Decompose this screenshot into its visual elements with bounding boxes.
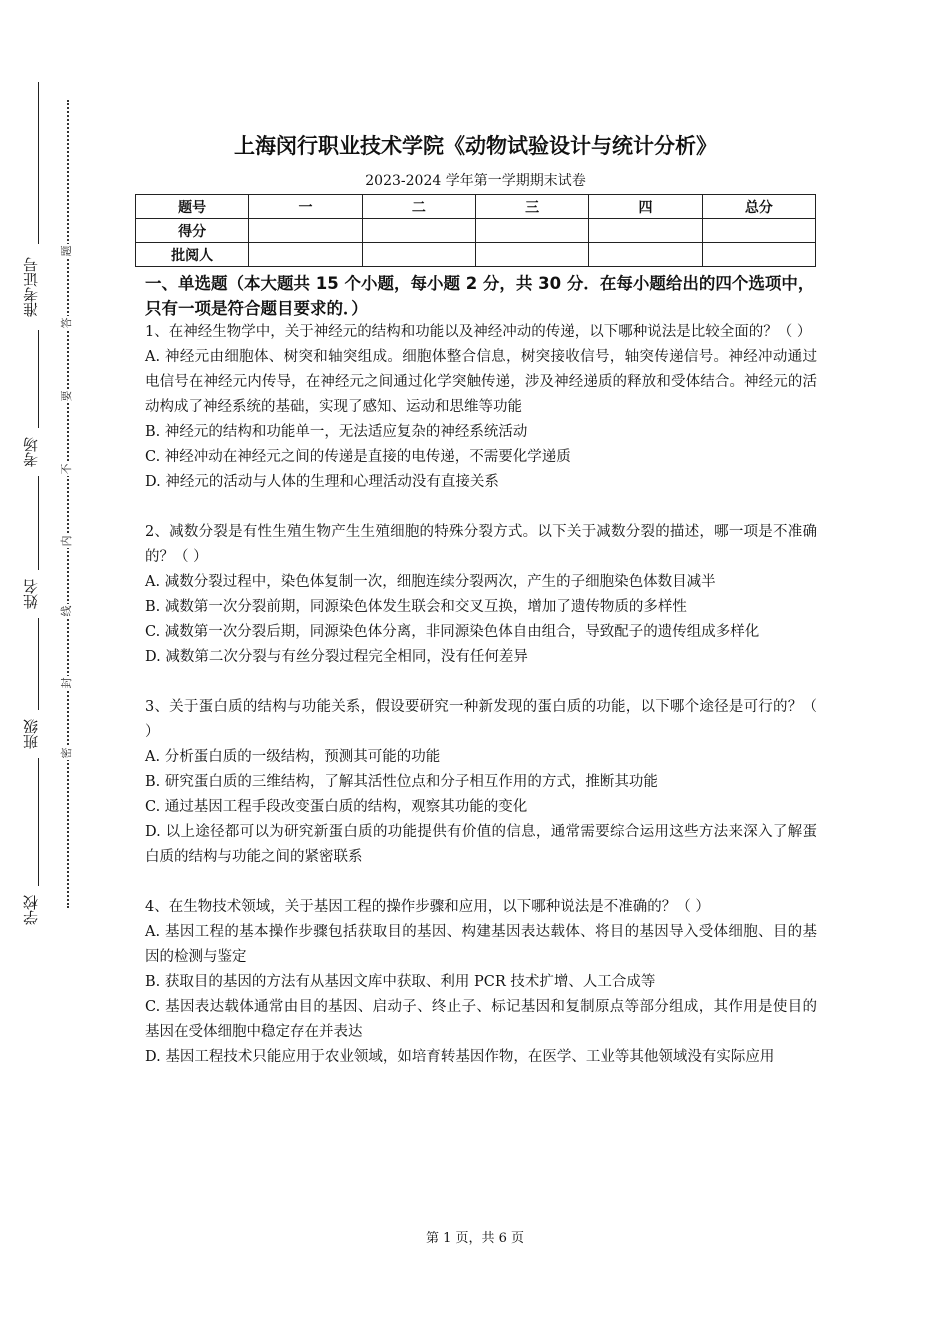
name-line (38, 476, 39, 570)
reviewer-row (136, 243, 816, 267)
question-1 (145, 320, 817, 495)
question-stem: 3、关于蛋白质的结构与功能关系，假设要研究一种新发现的蛋白质的功能，以下哪个途径是可行的？（ ） (145, 699, 817, 740)
question-list (145, 320, 817, 1095)
binding-margin (0, 0, 120, 1344)
option-c: C. 神经冲动在神经元之间的传递是直接的电传递，不需要化学递质 (145, 449, 571, 465)
class-label: 班级 (22, 719, 40, 749)
option-b: B. 神经元的结构和功能单一，无法适应复杂的神经系统活动 (145, 424, 528, 440)
option-a: A. 分析蛋白质的一级结构，预测其可能的功能 (145, 749, 441, 765)
option-d: D. 减数第二次分裂与有丝分裂过程完全相同，没有任何差异 (145, 649, 528, 665)
score-header-cell: 三 (475, 195, 588, 219)
option-c: C. 通过基因工程手段改变蛋白质的结构，观察其功能的变化 (145, 799, 528, 815)
seal-char: 题 (60, 245, 73, 257)
option-a: A. 减数分裂过程中，染色体复制一次，细胞连续分裂两次，产生的子细胞染色体数目减半 (145, 574, 716, 590)
exam-subtitle: 2023-2024 学年第一学期期末试卷 (365, 173, 586, 189)
score-header-cell: 二 (362, 195, 475, 219)
school-line (38, 758, 39, 886)
score-cell (362, 219, 475, 243)
exam-title: 上海闵行职业技术学院《动物试验设计与统计分析》 (234, 134, 717, 158)
name-label: 姓名 (22, 579, 40, 609)
seal-dotted-line (67, 100, 69, 908)
score-header-cell: 总分 (702, 195, 815, 219)
score-cell (475, 219, 588, 243)
school-label: 学校 (22, 895, 40, 925)
seal-char: 不 (60, 463, 73, 475)
exam-number-label: 准考证号 (22, 257, 40, 317)
question-stem: 4、在生物技术领域，关于基因工程的操作步骤和应用，以下哪种说法是不准确的？（ ） (145, 899, 710, 915)
question-3 (145, 695, 817, 870)
seal-char: 封 (60, 677, 73, 689)
score-row-label: 得分 (136, 219, 249, 243)
section-heading: 一、单选题（本大题共 15 个小题，每小题 2 分，共 30 分．在每小题给出的四个选项中，只有一项是符合题目要求的．） (145, 274, 815, 318)
option-a: A. 神经元由细胞体、树突和轴突组成。细胞体整合信息，树突接收信号，轴突传递信号。神经冲动通过电信号在神经元内传导，在神经元之间通过化学突触传递，涉及神经递质的释放和受体结合。神经元的活动构成了神经系统的基础，实现了感知、运动和思维等功能 (145, 349, 817, 415)
reviewer-cell (249, 243, 362, 267)
seal-char: 要 (60, 390, 73, 402)
option-a: A. 基因工程的基本操作步骤包括获取目的基因、构建基因表达载体、将目的基因导入受体细胞、目的基因的检测与鉴定 (145, 924, 817, 965)
question-4 (145, 895, 817, 1070)
option-c: C. 基因表达载体通常由目的基因、启动子、终止子、标记基因和复制原点等部分组成，其作用是使目的基因在受体细胞中稳定存在并表达 (145, 999, 817, 1040)
score-header-cell: 题号 (136, 195, 249, 219)
score-cell (702, 219, 815, 243)
reviewer-cell (475, 243, 588, 267)
score-cell (249, 219, 362, 243)
option-b: B. 减数第一次分裂前期，同源染色体发生联会和交叉互换，增加了遗传物质的多样性 (145, 599, 687, 615)
seal-char: 密 (60, 747, 73, 759)
exam-room-line (38, 330, 39, 428)
reviewer-cell (702, 243, 815, 267)
seal-char: 答 (60, 317, 73, 329)
page-footer: 第 1 页，共 6 页 (425, 1231, 525, 1246)
score-row (136, 219, 816, 243)
score-cell (589, 219, 702, 243)
question-stem: 1、在神经生物学中，关于神经元的结构和功能以及神经冲动的传递，以下哪种说法是比较全面的？（ ） (145, 324, 812, 340)
option-c: C. 减数第一次分裂后期，同源染色体分离，非同源染色体自由组合，导致配子的遗传组成多样化 (145, 624, 760, 640)
option-b: B. 获取目的基因的方法有从基因文库中获取、利用 PCR 技术扩增、人工合成等 (145, 974, 656, 990)
option-b: B. 研究蛋白质的三维结构，了解其活性位点和分子相互作用的方式，推断其功能 (145, 774, 658, 790)
option-d: D. 神经元的活动与人体的生理和心理活动没有直接关系 (145, 474, 499, 490)
exam-number-line (38, 82, 39, 244)
question-stem: 2、减数分裂是有性生殖生物产生生殖细胞的特殊分裂方式。以下关于减数分裂的描述，哪一项是不准确的？（ ） (145, 524, 817, 565)
reviewer-cell (589, 243, 702, 267)
exam-room-label: 考场 (22, 437, 40, 467)
score-table (135, 194, 816, 267)
seal-char: 线 (60, 605, 73, 617)
score-header-cell: 一 (249, 195, 362, 219)
class-line (38, 618, 39, 710)
score-table-header-row (136, 195, 816, 219)
question-2 (145, 520, 817, 670)
reviewer-cell (362, 243, 475, 267)
seal-char: 内 (60, 535, 73, 547)
score-header-cell: 四 (589, 195, 702, 219)
option-d: D. 基因工程技术只能应用于农业领域，如培育转基因作物，在医学、工业等其他领域没有实际应用 (145, 1049, 775, 1065)
option-d: D. 以上途径都可以为研究新蛋白质的功能提供有价值的信息，通常需要综合运用这些方法来深入了解蛋白质的结构与功能之间的紧密联系 (145, 824, 817, 865)
reviewer-row-label: 批阅人 (136, 243, 249, 267)
